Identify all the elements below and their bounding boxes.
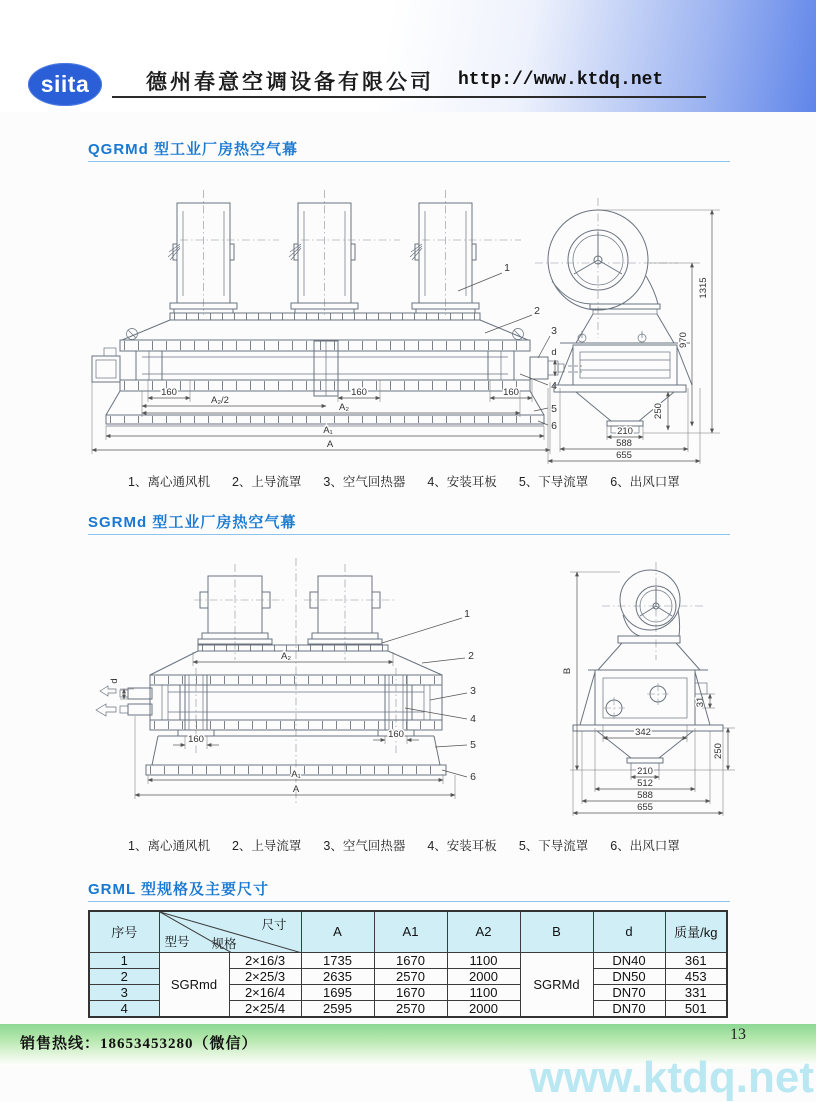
dim-label: 342	[635, 727, 651, 738]
callout-2: 2	[534, 305, 540, 317]
col-header-a1: A1	[374, 911, 447, 952]
header-size: 尺寸	[261, 918, 287, 932]
callout-3: 3	[470, 685, 476, 697]
flow-arrow-icon	[100, 686, 116, 696]
section-rule	[88, 534, 730, 535]
dim-label-d1: d	[551, 347, 557, 358]
diagonal-header-cell	[159, 911, 301, 952]
dim-label: 1315	[698, 277, 709, 299]
callout-1: 1	[464, 608, 470, 620]
callout-5: 5	[470, 739, 476, 751]
section-title-sgrmd: SGRMd 型工业厂房热空气幕	[88, 514, 297, 531]
sgrmd-parts-caption: 1、离心通风机 2、上导流罩 3、空气回热器 4、安装耳板 5、下导流罩 6、出风口罩	[128, 839, 680, 853]
dim-label: 588	[637, 790, 653, 801]
table-row: 3 2×16/4 1695 1670 1100 DN70 331	[89, 984, 727, 1000]
section-rule	[88, 901, 730, 902]
page-number: 13	[730, 1026, 746, 1043]
company-website: http://www.ktdq.net	[458, 70, 664, 90]
callout-6: 6	[551, 420, 557, 432]
siita-logo	[28, 63, 102, 106]
qgrmd-parts-caption: 1、离心通风机 2、上导流罩 3、空气回热器 4、安装耳板 5、下导流罩 6、出风口罩	[128, 475, 680, 489]
callout-2: 2	[468, 650, 474, 662]
dim-label: 512	[637, 778, 653, 789]
qgrmd-technical-drawing	[90, 178, 812, 468]
dim-label: A	[326, 439, 334, 450]
dim-label: 655	[637, 802, 653, 813]
dim-label: 160	[503, 387, 519, 398]
col-header-a2: A2	[447, 911, 520, 952]
qgrmd-front-view	[92, 190, 582, 454]
dim-label: A₂	[338, 402, 350, 413]
spec-table	[88, 910, 728, 1018]
dim-label: B	[562, 667, 573, 675]
sgrmd-side-view	[562, 562, 735, 816]
dim-label-d2: d	[109, 678, 120, 684]
dim-label: 655	[616, 450, 632, 461]
section-title-qgrmd: QGRMd 型工业厂房热空气幕	[88, 141, 298, 158]
callout-6: 6	[470, 771, 476, 783]
dim-label: 250	[713, 743, 724, 759]
dim-label: A	[292, 784, 300, 795]
watermark: www.ktdq.net	[529, 1053, 814, 1102]
section-rule	[88, 161, 730, 162]
dim-label: 160	[351, 387, 367, 398]
dim-label: 210	[637, 766, 653, 777]
dim-label: A₁	[291, 769, 301, 780]
dim-label: 210	[617, 426, 633, 437]
b-merged-cell: SGRMd	[520, 952, 593, 1017]
col-header-weight: 质量/kg	[665, 911, 727, 952]
dim-label: 250	[653, 403, 664, 419]
col-header-index: 序号	[89, 911, 159, 952]
callout-4: 4	[470, 713, 476, 725]
dim-label: 970	[678, 332, 689, 348]
logo-text: siita	[40, 71, 90, 97]
header-rule	[112, 96, 706, 98]
qgrmd-side-view	[535, 198, 720, 464]
table-row: 1 SGRmd 2×16/3 1735 1670 1100 SGRMd DN40 361	[89, 952, 727, 968]
sgrmd-technical-drawing	[90, 548, 812, 828]
section-title-grml-table: GRML 型规格及主要尺寸	[88, 881, 270, 898]
table-row: 4 2×25/4 2595 2570 2000 DN70 501	[89, 1000, 727, 1017]
dim-label: A₂	[280, 651, 292, 662]
header-model: 型号	[164, 934, 190, 949]
callout-5: 5	[551, 403, 557, 415]
header-spec: 规格	[211, 936, 237, 951]
callout-1: 1	[504, 262, 510, 274]
callout-3: 3	[551, 325, 557, 337]
callout-4: 4	[551, 380, 557, 392]
sgrmd-front-view	[96, 558, 476, 806]
dim-label: A₁	[323, 425, 333, 436]
dim-label: 160	[388, 729, 404, 740]
table-row: 2 2×25/3 2635 2570 2000 DN50 453	[89, 968, 727, 984]
sales-hotline: 销售热线：18653453280（微信）	[20, 1036, 258, 1052]
model-merged-cell: SGRmd	[159, 952, 229, 1017]
dim-label: A₂/2	[211, 395, 229, 406]
dim-label: 160	[188, 734, 204, 745]
col-header-a: A	[301, 911, 374, 952]
col-header-d: d	[593, 911, 665, 952]
col-header-b: B	[520, 911, 593, 952]
dim-label: 588	[616, 438, 632, 449]
flow-arrow-icon	[96, 704, 116, 716]
dim-label: 160	[161, 387, 177, 398]
company-name: 德州春意空调设备有限公司	[146, 70, 434, 94]
dim-label: 31	[695, 696, 706, 708]
